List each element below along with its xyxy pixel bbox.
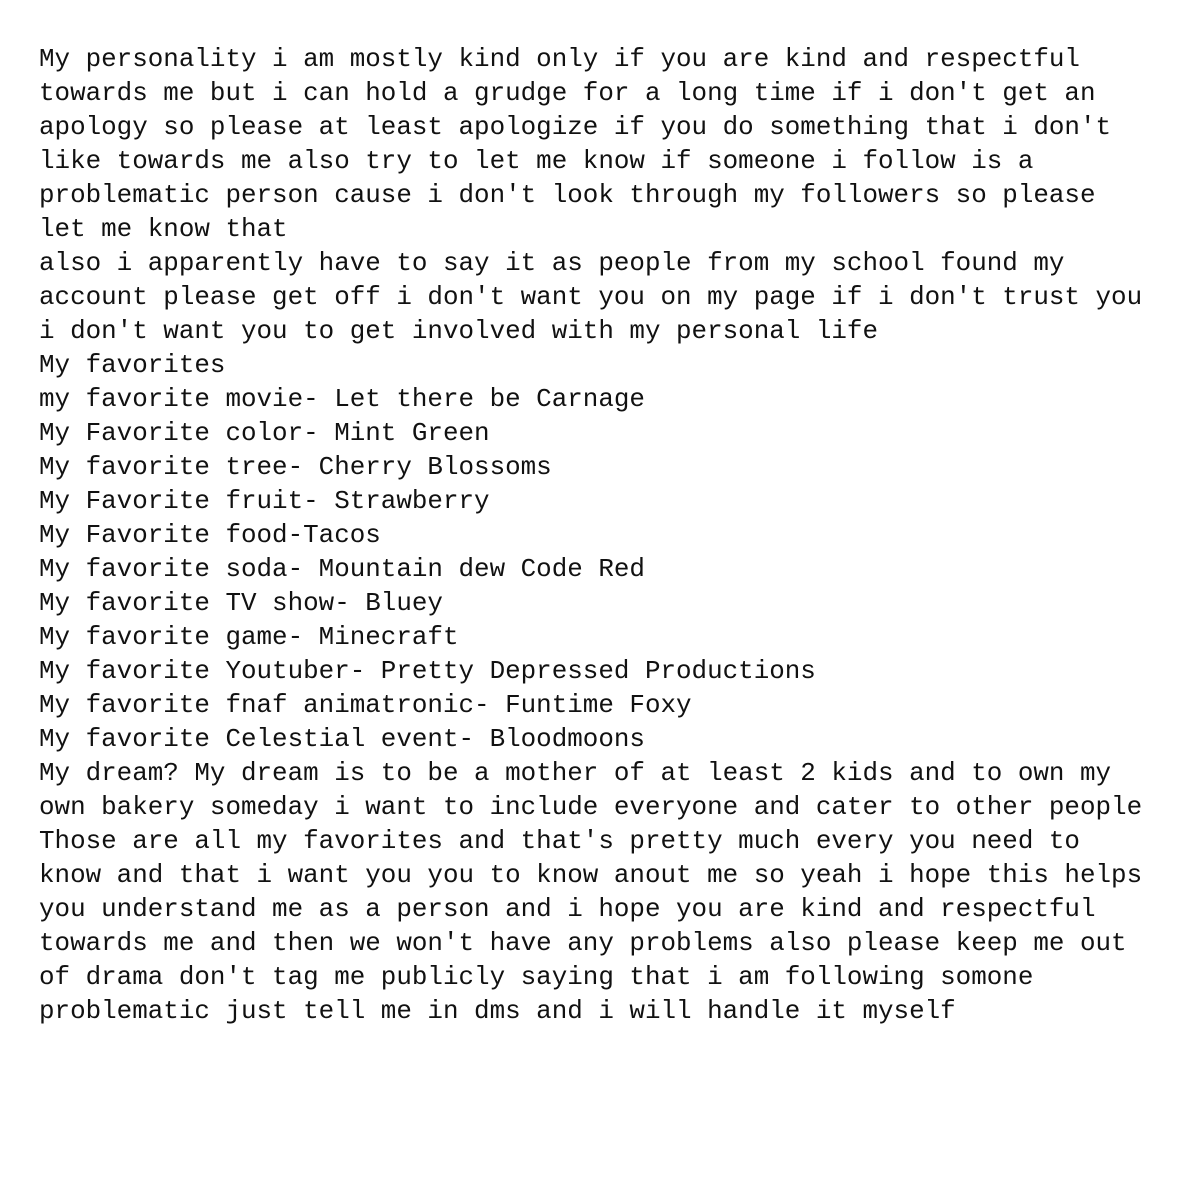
text-line: Those are all my favorites and that's pretty much every you need to [39,826,1080,856]
favorites-heading: My favorites [39,350,226,380]
favorite-item: My favorite soda- Mountain dew Code Red [39,554,645,584]
text-line: towards me and then we won't have any problems also please keep me out [39,928,1127,958]
text-line: know and that i want you you to know anout me so yeah i hope this helps [39,860,1143,890]
text-document [39,42,1179,1028]
text-line: account please get off i don't want you on my page if i don't trust you [39,282,1143,312]
favorite-item: My favorite fnaf animatronic- Funtime Foxy [39,690,692,720]
favorite-item: My favorite Celestial event- Bloodmoons [39,724,645,754]
text-line: you understand me as a person and i hope you are kind and respectful [39,894,1096,924]
text-line: problematic just tell me in dms and i will handle it myself [39,996,956,1026]
text-line: let me know that [39,214,288,244]
favorite-item: My favorite TV show- Bluey [39,588,443,618]
text-line: own bakery someday i want to include everyone and cater to other people [39,792,1143,822]
favorite-item: my favorite movie- Let there be Carnage [39,384,645,414]
text-line: apology so please at least apologize if you do something that i don't [39,112,1112,142]
text-line: like towards me also try to let me know if someone i follow is a [39,146,1034,176]
text-line: of drama don't tag me publicly saying that i am following somone [39,962,1034,992]
text-line: i don't want you to get involved with my personal life [39,316,878,346]
text-line: also i apparently have to say it as people from my school found my [39,248,1065,278]
favorite-item: My Favorite food-Tacos [39,520,381,550]
text-line: towards me but i can hold a grudge for a long time if i don't get an [39,78,1096,108]
favorite-item: My favorite game- Minecraft [39,622,459,652]
favorite-item: My favorite Youtuber- Pretty Depressed Productions [39,656,816,686]
favorite-item: My Favorite color- Mint Green [39,418,490,448]
favorite-item: My Favorite fruit- Strawberry [39,486,490,516]
favorite-item: My favorite tree- Cherry Blossoms [39,452,552,482]
text-line: problematic person cause i don't look through my followers so please [39,180,1096,210]
text-line: My personality i am mostly kind only if you are kind and respectful [39,44,1080,74]
text-line: My dream? My dream is to be a mother of at least 2 kids and to own my [39,758,1112,788]
